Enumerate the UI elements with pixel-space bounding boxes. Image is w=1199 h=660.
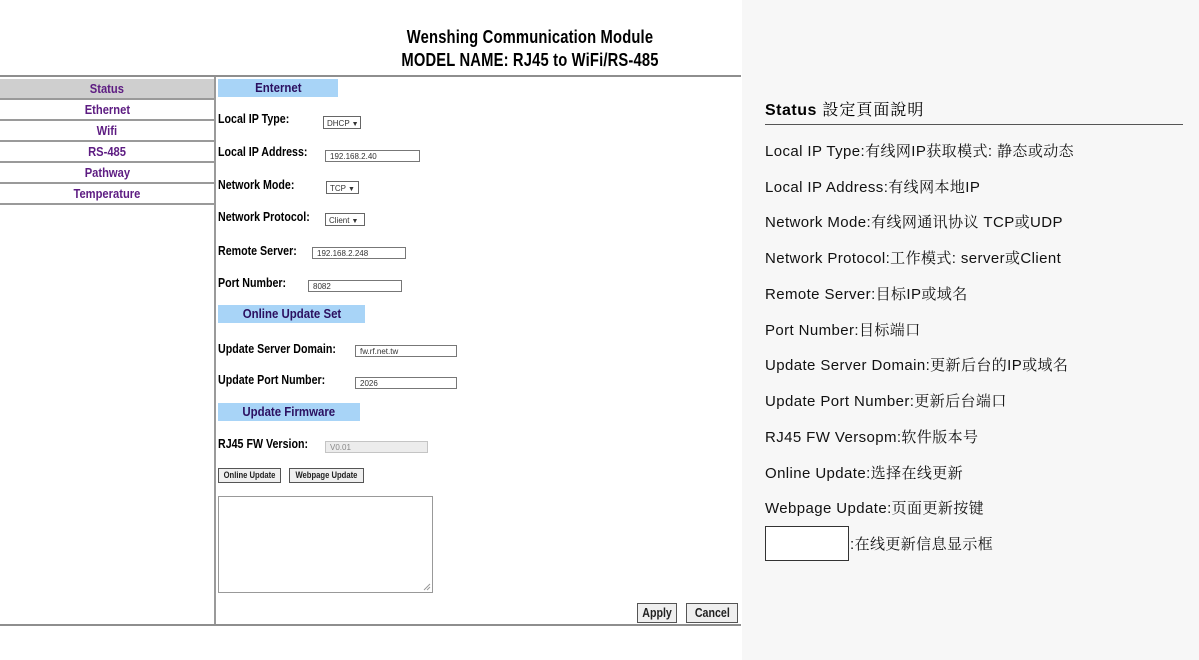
doc-row: Online Update:选择在线更新 xyxy=(765,465,964,482)
button-label: Apply xyxy=(642,605,672,620)
doc-title-bold: Status xyxy=(765,102,817,119)
doc-row: Network Protocol:工作模式: server或Client xyxy=(765,250,1062,267)
cancel-button[interactable] xyxy=(686,603,738,623)
update-port-number-label: Update Port Number: xyxy=(218,372,326,387)
doc-title-underline xyxy=(765,124,1183,125)
doc-row: Update Server Domain:更新后台的IP或域名 xyxy=(765,357,1069,374)
doc-row: RJ45 FW Versopm:软件版本号 xyxy=(765,429,979,446)
update-server-domain-label: Update Server Domain: xyxy=(218,341,336,356)
doc-info-box-sample xyxy=(765,526,849,561)
section-header-update-firmware xyxy=(218,403,360,421)
nav-item-label: Temperature xyxy=(73,186,141,201)
chevron-down-icon: ▼ xyxy=(348,186,355,193)
chevron-down-icon: ▼ xyxy=(351,218,359,225)
nav-item-label: Status xyxy=(89,81,125,96)
button-label: Online Update xyxy=(223,470,276,480)
nav-item-label: RS-485 xyxy=(88,144,126,159)
network-mode-select[interactable] xyxy=(326,181,359,194)
doc-title xyxy=(765,97,924,120)
nav-item-status[interactable] xyxy=(0,79,214,100)
doc-row: Webpage Update:页面更新按键 xyxy=(765,500,985,517)
update-port-number-input[interactable]: 2026 xyxy=(355,377,457,389)
online-update-button[interactable] xyxy=(218,468,281,483)
select-value: TCP xyxy=(330,184,346,193)
section-header-enternet xyxy=(218,79,338,97)
network-protocol-select[interactable] xyxy=(325,213,365,226)
nav-item-label: Ethernet xyxy=(84,102,130,117)
remote-server-input[interactable]: 192.168.2.248 xyxy=(312,247,406,259)
section-header-label: Enternet xyxy=(254,80,302,95)
nav-item-pathway[interactable] xyxy=(0,163,214,184)
doc-row: Network Mode:有线网通讯协议 TCP或UDP xyxy=(765,214,1063,231)
local-ip-type-label: Local IP Type: xyxy=(218,111,290,126)
select-value: DHCP xyxy=(327,119,350,128)
resize-grip-icon[interactable] xyxy=(423,583,431,591)
button-label: Cancel xyxy=(694,605,730,620)
select-value: Client xyxy=(329,216,350,225)
doc-row: Local IP Address:有线网本地IP xyxy=(765,179,981,196)
section-header-label: Online Update Set xyxy=(242,306,341,321)
update-log-textarea[interactable] xyxy=(218,496,433,593)
sidebar-divider xyxy=(214,77,216,626)
update-server-domain-input[interactable]: fw.rf.net.tw xyxy=(355,345,457,357)
page-title-line2: MODEL NAME: RJ45 to WiFi/RS-485 xyxy=(401,50,659,70)
remote-server-label: Remote Server: xyxy=(218,243,297,258)
nav-item-rs485[interactable] xyxy=(0,142,214,163)
doc-title-rest: 設定頁面說明 xyxy=(822,102,925,119)
nav-item-label: Pathway xyxy=(84,165,130,180)
nav-item-ethernet[interactable] xyxy=(0,100,214,121)
footer-divider xyxy=(0,624,741,626)
network-mode-label: Network Mode: xyxy=(218,177,295,192)
doc-row: Port Number:目标端口 xyxy=(765,322,921,339)
doc-row: Local IP Type:有线网IP获取模式: 静态或动态 xyxy=(765,143,1075,160)
rj45-fw-version-label: RJ45 FW Version: xyxy=(218,436,309,451)
section-header-online-update-set xyxy=(218,305,365,323)
network-protocol-label: Network Protocol: xyxy=(218,209,310,224)
port-number-input[interactable]: 8082 xyxy=(308,280,402,292)
local-ip-address-input[interactable]: 192.168.2.40 xyxy=(325,150,420,162)
nav-item-wifi[interactable] xyxy=(0,121,214,142)
local-ip-address-label: Local IP Address: xyxy=(218,144,308,159)
rj45-fw-version-field: V0.01 xyxy=(325,441,428,453)
page-title-line1: Wenshing Communication Module xyxy=(406,27,654,47)
webpage-update-button[interactable] xyxy=(289,468,364,483)
nav-item-label: Wifi xyxy=(96,123,118,138)
status-doc-panel xyxy=(742,0,1199,660)
doc-row: Update Port Number:更新后台端口 xyxy=(765,393,1007,410)
nav-item-temperature[interactable] xyxy=(0,184,214,205)
chevron-down-icon: ▼ xyxy=(351,121,359,128)
local-ip-type-select[interactable] xyxy=(323,116,361,129)
header-divider xyxy=(0,75,741,77)
button-label: Webpage Update xyxy=(295,470,358,480)
doc-row: Remote Server:目标IP或域名 xyxy=(765,286,968,303)
doc-box-caption: :在线更新信息显示框 xyxy=(850,536,994,553)
port-number-label: Port Number: xyxy=(218,275,287,290)
section-header-label: Update Firmware xyxy=(242,404,336,419)
apply-button[interactable] xyxy=(637,603,677,623)
